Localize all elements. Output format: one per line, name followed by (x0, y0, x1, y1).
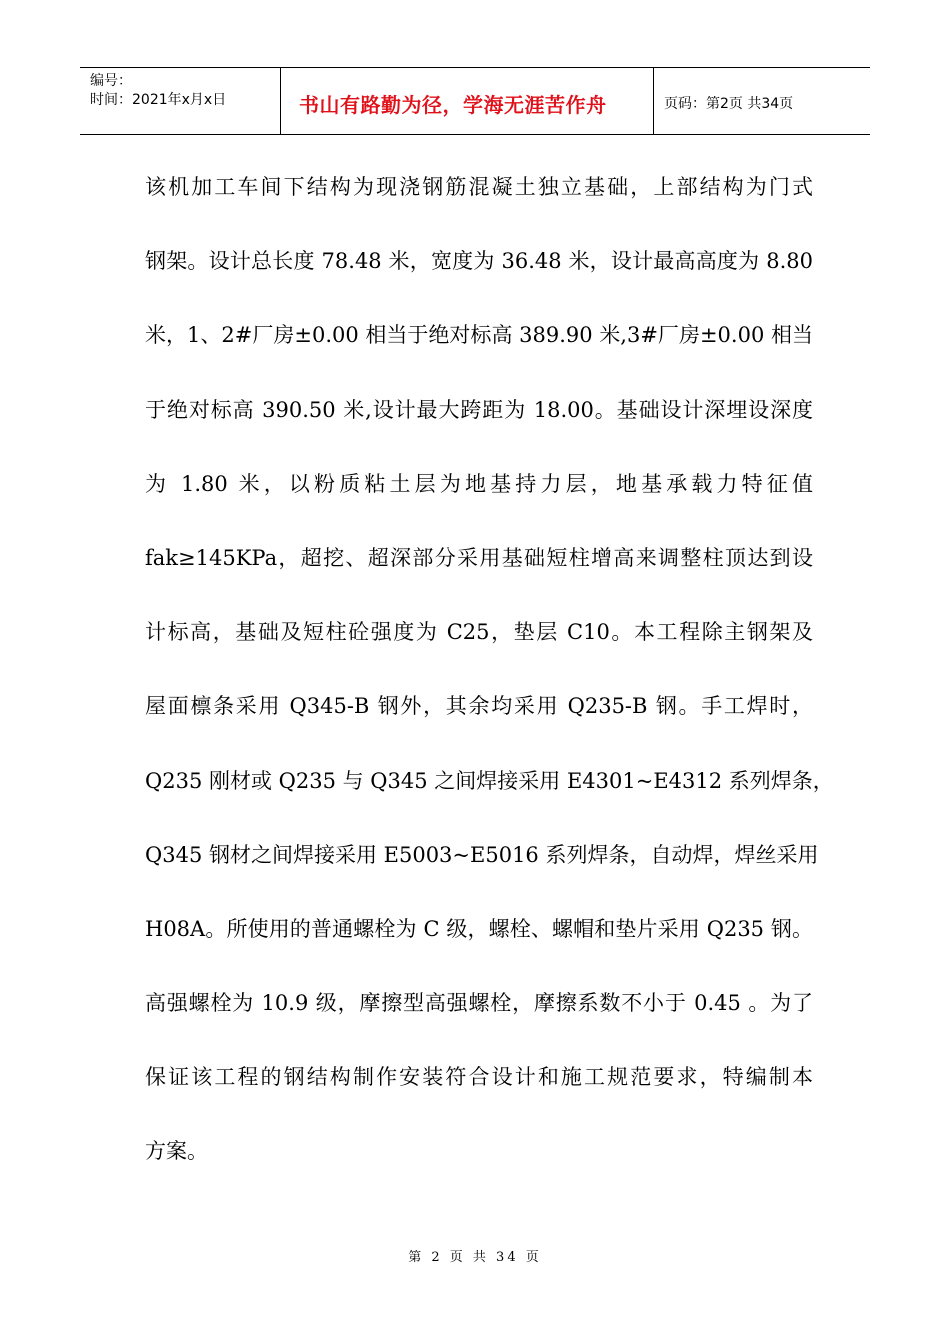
body-line: 保证该工程的钢结构制作安装符合设计和施工规范要求，特编制本 (145, 1065, 813, 1090)
body-line: 高强螺栓为 10.9 级，摩擦型高强螺栓，摩擦系数不小于 0.45 。为了 (145, 991, 813, 1016)
body-line: Q345 钢材之间焊接采用 E5003~E5016 系列焊条，自动焊，焊丝采用 (145, 842, 819, 867)
header-motto-cell (281, 68, 654, 134)
page-footer (0, 1246, 950, 1265)
body-line: 于绝对标高 390.50 米,设计最大跨距为 18.00。基础设计深埋设深度 (145, 397, 813, 422)
body-line-last: 方案。 (145, 1139, 208, 1164)
body-line: 该机加工车间下结构为现浇钢筋混凝土独立基础，上部结构为门式 (145, 175, 813, 199)
header-motto: 书山有路勤为径，学海无涯苦作舟 (299, 92, 607, 117)
document-body (145, 150, 834, 1189)
page-header (80, 67, 870, 135)
body-line: fak≥145KPa，超挖、超深部分采用基础短柱增高来调整柱顶达到设 (145, 545, 813, 570)
footer-page-number: 第 2 页 共 34 页 (408, 1250, 542, 1265)
body-line: H08A。所使用的普通螺栓为 C 级，螺栓、螺帽和垫片采用 Q235 钢。 (145, 916, 813, 941)
body-line: 计标高，基础及短柱砼强度为 C25，垫层 C10。本工程除主钢架及 (145, 620, 813, 645)
header-page-cell (654, 68, 870, 134)
body-line: 米，1、2#厂房±0.00 相当于绝对标高 389.90 米,3#厂房±0.00 相当 (145, 323, 813, 348)
document-number-label: 编号： (90, 73, 132, 89)
header-page-info: 页码：第2页 共34页 (664, 96, 794, 112)
body-line: Q235 刚材或 Q235 与 Q345 之间焊接采用 E4301~E4312 系列焊条， (145, 768, 834, 793)
body-line: 钢架。设计总长度 78.48 米，宽度为 36.48 米，设计最高高度为 8.80 (145, 249, 813, 274)
document-time-label: 时间：2021年x月x日 (90, 92, 227, 108)
body-line: 屋面檩条采用 Q345-B 钢外，其余均采用 Q235-B 钢。手工焊时， (145, 694, 813, 719)
header-meta-cell (80, 68, 281, 134)
body-line: 为 1.80 米，以粉质粘土层为地基持力层，地基承载力特征值 (145, 471, 813, 496)
